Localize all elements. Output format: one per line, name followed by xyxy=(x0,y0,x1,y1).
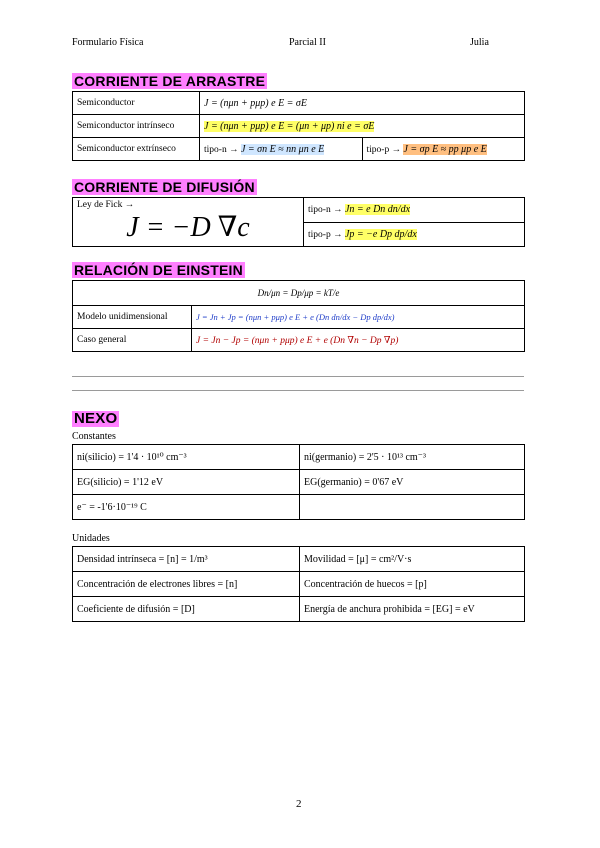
const-carga-electron: e⁻ = -1'6·10⁻¹⁹ C xyxy=(73,495,300,520)
section-title-nexo: NEXO xyxy=(74,410,118,427)
einstein-relation: Dn/μn = Dp/μp = kT/e xyxy=(257,287,340,298)
header-right: Julia xyxy=(470,37,489,48)
unidad-movilidad: Movilidad = [μ] = cm²/V·s xyxy=(300,547,525,572)
fick-label: Ley de Fick → xyxy=(77,200,135,210)
einstein-table xyxy=(72,280,525,352)
tipo-p-label: tipo-p → xyxy=(366,144,402,155)
arrastre-formula-intrinseco xyxy=(200,115,525,138)
arrastre-label-extrinseco: Semiconductor extrínseco xyxy=(73,138,200,161)
unidad-densidad: Densidad intrínseca = [n] = 1/m³ xyxy=(73,547,300,572)
arrastre-table xyxy=(72,91,525,161)
arrastre-cell-tipo-n xyxy=(200,138,363,161)
section-title-arrastre: CORRIENTE DE ARRASTRE xyxy=(74,73,266,89)
unidades-table xyxy=(72,546,525,622)
header-left: Formulario Física xyxy=(72,37,144,48)
formula-intrinseco: J = (nμn + pμp) e E = (μn + μp) ni e = σE xyxy=(204,120,375,132)
section-title-difusion: CORRIENTE DE DIFUSIÓN xyxy=(74,179,255,195)
arrastre-label-intrinseco: Semiconductor intrínseco xyxy=(73,115,200,138)
difusion-table xyxy=(72,197,525,247)
unidad-huecos: Concentración de huecos = [p] xyxy=(300,572,525,597)
einstein-formula-unidimensional-cell xyxy=(192,306,525,329)
einstein-label-general: Caso general xyxy=(73,329,192,352)
const-empty-cell xyxy=(300,495,525,520)
unidad-electrones: Concentración de electrones libres = [n] xyxy=(73,572,300,597)
arrastre-formula-semiconductor xyxy=(200,92,525,115)
const-eg-germanio: EG(germanio) = 0'67 eV xyxy=(300,470,525,495)
section-title-einstein: RELACIÓN DE EINSTEIN xyxy=(74,262,243,278)
formula-tipo-n: J = σn E ≈ nn μn e E xyxy=(240,143,325,155)
arrastre-label-semiconductor: Semiconductor xyxy=(73,92,200,115)
einstein-label-unidimensional: Modelo unidimensional xyxy=(73,306,192,329)
difusion-cell-tipo-p xyxy=(304,222,525,247)
difusion-tipo-p-label: tipo-p → xyxy=(308,229,343,240)
tipo-n-label: tipo-n → xyxy=(204,144,239,155)
einstein-formula-general-cell xyxy=(192,329,525,352)
difusion-cell-tipo-n xyxy=(304,198,525,223)
constantes-title: Constantes xyxy=(72,431,116,442)
arrastre-cell-tipo-p xyxy=(362,138,525,161)
page-number: 2 xyxy=(296,798,302,810)
fick-formula: J = −D ∇c xyxy=(126,212,250,243)
const-ni-silicio: ni(silicio) = 1'4 · 10¹⁰ cm⁻³ xyxy=(73,445,300,470)
unidad-difusion: Coeficiente de difusión = [D] xyxy=(73,597,300,622)
einstein-formula-general: J = Jn − Jp = (nμn + pμp) e E + e (Dn ∇n − Dp ∇p) xyxy=(196,335,399,346)
einstein-formula-unidimensional: J = Jn + Jp = (nμn + pμp) e E + e (Dn dn/dx − Dp dp/dx) xyxy=(196,311,395,322)
unidad-energia: Energía de anchura prohibida = [EG] = eV xyxy=(300,597,525,622)
fick-cell xyxy=(73,198,304,247)
formula-semiconductor: J = (nμn + pμp) e E = σE xyxy=(204,97,307,109)
const-eg-silicio: EG(silicio) = 1'12 eV xyxy=(73,470,300,495)
constantes-table xyxy=(72,444,525,520)
separator-line-1 xyxy=(72,376,524,377)
const-ni-germanio: ni(germanio) = 2'5 · 10¹³ cm⁻³ xyxy=(300,445,525,470)
separator-line-2 xyxy=(72,390,524,391)
difusion-formula-tipo-n: Jn = e Dn dn/dx xyxy=(344,204,411,216)
einstein-relation-cell xyxy=(73,281,525,306)
formula-tipo-p: J = σp E ≈ pp μp e E xyxy=(403,143,487,155)
difusion-formula-tipo-p: Jp = −e Dp dp/dx xyxy=(344,228,417,240)
unidades-title: Unidades xyxy=(72,533,110,544)
header-center: Parcial II xyxy=(289,37,326,48)
difusion-tipo-n-label: tipo-n → xyxy=(308,205,343,216)
